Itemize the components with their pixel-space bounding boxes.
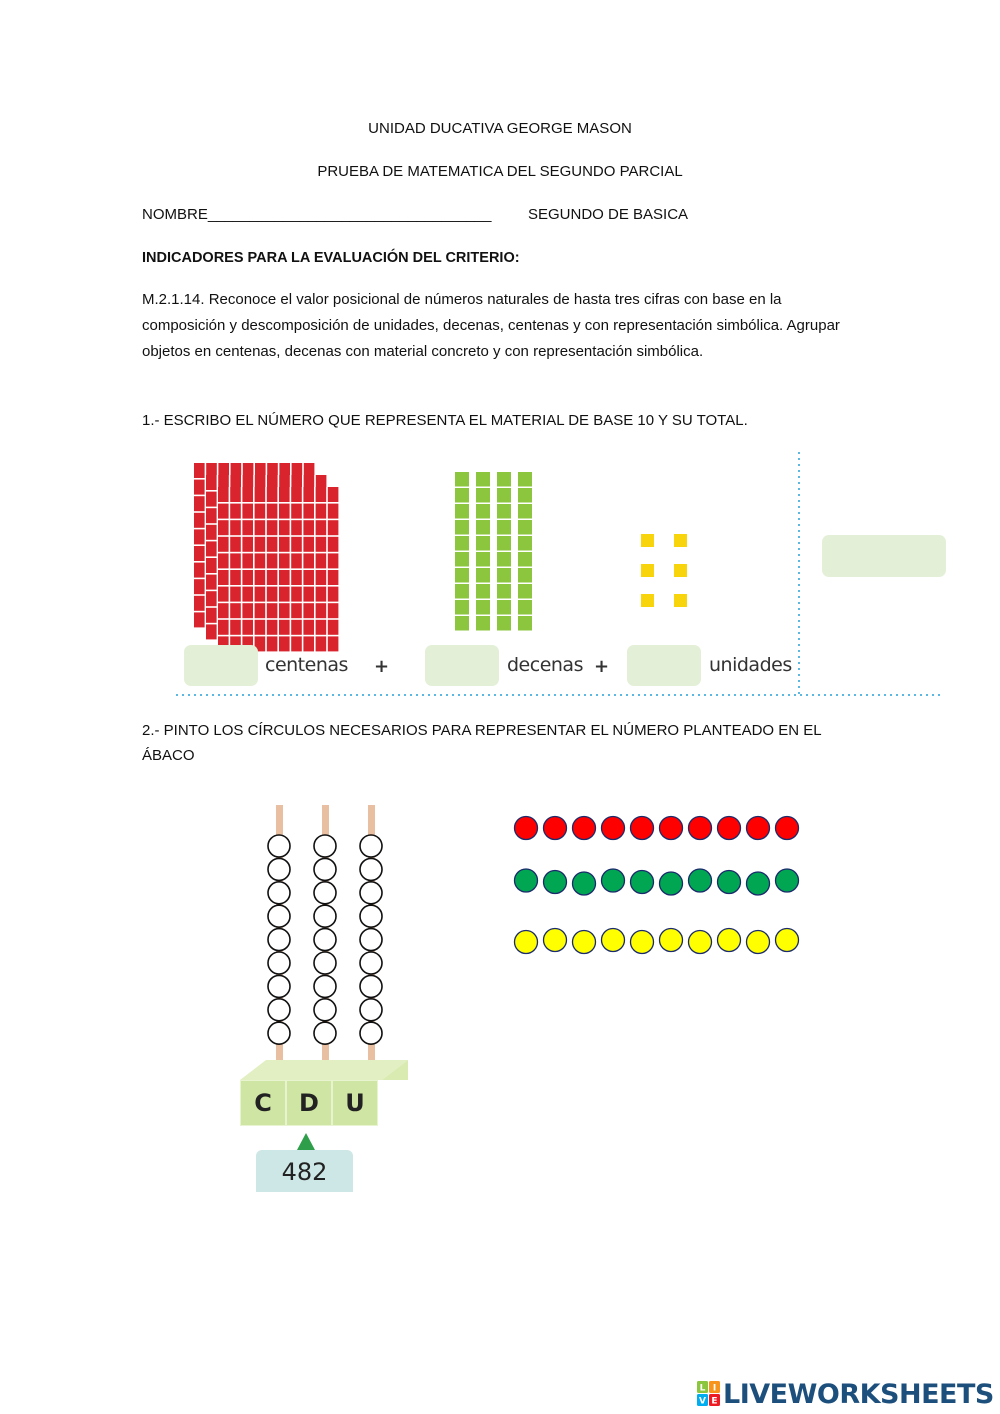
paint-circle[interactable] xyxy=(747,817,770,840)
svg-text:L: L xyxy=(699,1383,706,1394)
paint-circle[interactable] xyxy=(631,871,654,894)
svg-text:I: I xyxy=(712,1383,717,1394)
abacus-bead[interactable] xyxy=(360,882,382,904)
svg-text:E: E xyxy=(711,1396,718,1407)
paint-circle[interactable] xyxy=(689,817,712,840)
circle-row xyxy=(515,817,799,840)
unit-cube xyxy=(641,534,654,547)
abacus-bead[interactable] xyxy=(360,835,382,857)
abacus-bead[interactable] xyxy=(360,1022,382,1044)
paint-circle[interactable] xyxy=(747,872,770,895)
paint-circle[interactable] xyxy=(747,931,770,954)
plus-sign-1: + xyxy=(374,656,390,677)
paint-circle[interactable] xyxy=(631,817,654,840)
ten-rod xyxy=(476,472,490,631)
paint-circle[interactable] xyxy=(660,929,683,952)
paint-circle[interactable] xyxy=(515,931,538,954)
abacus-bead[interactable] xyxy=(268,952,290,974)
logo-letter-tile xyxy=(709,1394,720,1407)
paint-circle[interactable] xyxy=(573,931,596,954)
abacus-bead[interactable] xyxy=(268,999,290,1021)
paint-circle[interactable] xyxy=(544,817,567,840)
paint-circle[interactable] xyxy=(660,872,683,895)
unit-cubes xyxy=(641,534,687,607)
abacus-bead[interactable] xyxy=(314,858,336,880)
decenas-answer-box[interactable] xyxy=(425,645,499,686)
abacus xyxy=(230,800,430,1080)
paint-circle[interactable] xyxy=(602,929,625,952)
abacus-bead[interactable] xyxy=(314,929,336,951)
paint-circle[interactable] xyxy=(631,931,654,954)
hundreds-blocks xyxy=(194,463,340,653)
paint-circle[interactable] xyxy=(776,817,799,840)
abacus-bead[interactable] xyxy=(268,975,290,997)
paint-circle[interactable] xyxy=(718,871,741,894)
question2-prompt-line1: 2.- PINTO LOS CÍRCULOS NECESARIOS PARA REPRESENTAR EL NÚMERO PLANTEADO EN EL xyxy=(142,722,822,739)
abacus-bead[interactable] xyxy=(268,1022,290,1044)
abacus-bead[interactable] xyxy=(268,858,290,880)
abacus-label-c: C xyxy=(240,1080,286,1126)
paint-circle[interactable] xyxy=(515,869,538,892)
abacus-bead[interactable] xyxy=(360,975,382,997)
ten-rod xyxy=(497,472,511,631)
paint-circle[interactable] xyxy=(515,817,538,840)
paint-circle[interactable] xyxy=(689,869,712,892)
criteria-heading: INDICADORES PARA LA EVALUACIÓN DEL CRITERIO: xyxy=(142,250,520,266)
logo-letter-tile xyxy=(709,1381,720,1394)
paint-circle[interactable] xyxy=(718,929,741,952)
abacus-label-d: D xyxy=(286,1080,332,1126)
unidades-answer-box[interactable] xyxy=(627,645,701,686)
hundred-flat xyxy=(218,487,340,653)
abacus-bead[interactable] xyxy=(314,1022,336,1044)
abacus-bead[interactable] xyxy=(268,835,290,857)
abacus-label-u: U xyxy=(332,1080,378,1126)
abacus-bead[interactable] xyxy=(314,952,336,974)
abacus-bead[interactable] xyxy=(360,858,382,880)
unidades-label: unidades xyxy=(709,654,792,676)
abacus-bead[interactable] xyxy=(314,905,336,927)
unit-cube xyxy=(641,594,654,607)
question2-prompt-line2: ÁBACO xyxy=(142,747,195,764)
paint-circle[interactable] xyxy=(718,817,741,840)
paint-circle[interactable] xyxy=(602,869,625,892)
logo-letter-tile xyxy=(697,1381,708,1394)
abacus-bead[interactable] xyxy=(314,882,336,904)
unit-cube xyxy=(641,564,654,577)
decenas-label: decenas xyxy=(507,654,583,676)
paint-circle[interactable] xyxy=(602,817,625,840)
abacus-bead[interactable] xyxy=(360,905,382,927)
tens-rods xyxy=(455,472,532,631)
unit-cube xyxy=(674,594,687,607)
abacus-bead[interactable] xyxy=(360,929,382,951)
paint-circle[interactable] xyxy=(776,929,799,952)
paint-circle[interactable] xyxy=(544,871,567,894)
abacus-bead[interactable] xyxy=(314,975,336,997)
test-title: PRUEBA DE MATEMATICA DEL SEGUNDO PARCIAL xyxy=(317,163,683,180)
paint-circle[interactable] xyxy=(544,929,567,952)
paint-circle[interactable] xyxy=(573,872,596,895)
ten-rod xyxy=(518,472,532,631)
live-logo-icon xyxy=(697,1379,723,1409)
abacus-bead[interactable] xyxy=(268,905,290,927)
abacus-box-top xyxy=(240,1060,408,1080)
abacus-bead[interactable] xyxy=(314,835,336,857)
liveworksheets-logo xyxy=(697,1377,994,1411)
circle-row xyxy=(515,869,799,895)
centenas-answer-box[interactable] xyxy=(184,645,258,686)
paint-circle[interactable] xyxy=(573,817,596,840)
plus-sign-2: + xyxy=(594,656,610,677)
abacus-beads xyxy=(268,835,382,1044)
logo-letter-tile xyxy=(697,1394,708,1407)
pointer-arrow-icon xyxy=(296,1131,316,1151)
abacus-bead[interactable] xyxy=(360,999,382,1021)
paint-circle[interactable] xyxy=(776,869,799,892)
question1-prompt: 1.- ESCRIBO EL NÚMERO QUE REPRESENTA EL MATERIAL DE BASE 10 Y SU TOTAL. xyxy=(142,412,748,429)
abacus-bead[interactable] xyxy=(314,999,336,1021)
abacus-bead[interactable] xyxy=(360,952,382,974)
circle-rows xyxy=(505,805,815,965)
total-answer-box[interactable] xyxy=(822,535,946,577)
ten-rod xyxy=(455,472,469,631)
abacus-number: 482 xyxy=(256,1150,353,1192)
name-line: NOMBRE__________________________________ xyxy=(142,206,492,223)
svg-text:V: V xyxy=(699,1396,706,1407)
abacus-bead[interactable] xyxy=(268,929,290,951)
unit-cube xyxy=(674,564,687,577)
grade-label: SEGUNDO DE BASICA xyxy=(528,206,689,223)
paint-circle[interactable] xyxy=(660,817,683,840)
school-name: UNIDAD DUCATIVA GEORGE MASON xyxy=(368,120,632,137)
centenas-label: centenas xyxy=(265,654,348,676)
unit-cube xyxy=(674,534,687,547)
criteria-text: M.2.1.14. Reconoce el valor posicional de números naturales de hasta tres cifras con base en la composición y descomposición de unidades, decenas, centenas y con representación simbólica. Agrupar objetos en centenas, decenas con material concreto y con representación simbólica. xyxy=(142,291,840,360)
logo-text: LIVEWORKSHEETS xyxy=(723,1378,994,1410)
abacus-bead[interactable] xyxy=(268,882,290,904)
paint-circle[interactable] xyxy=(689,931,712,954)
circle-row xyxy=(515,929,799,954)
